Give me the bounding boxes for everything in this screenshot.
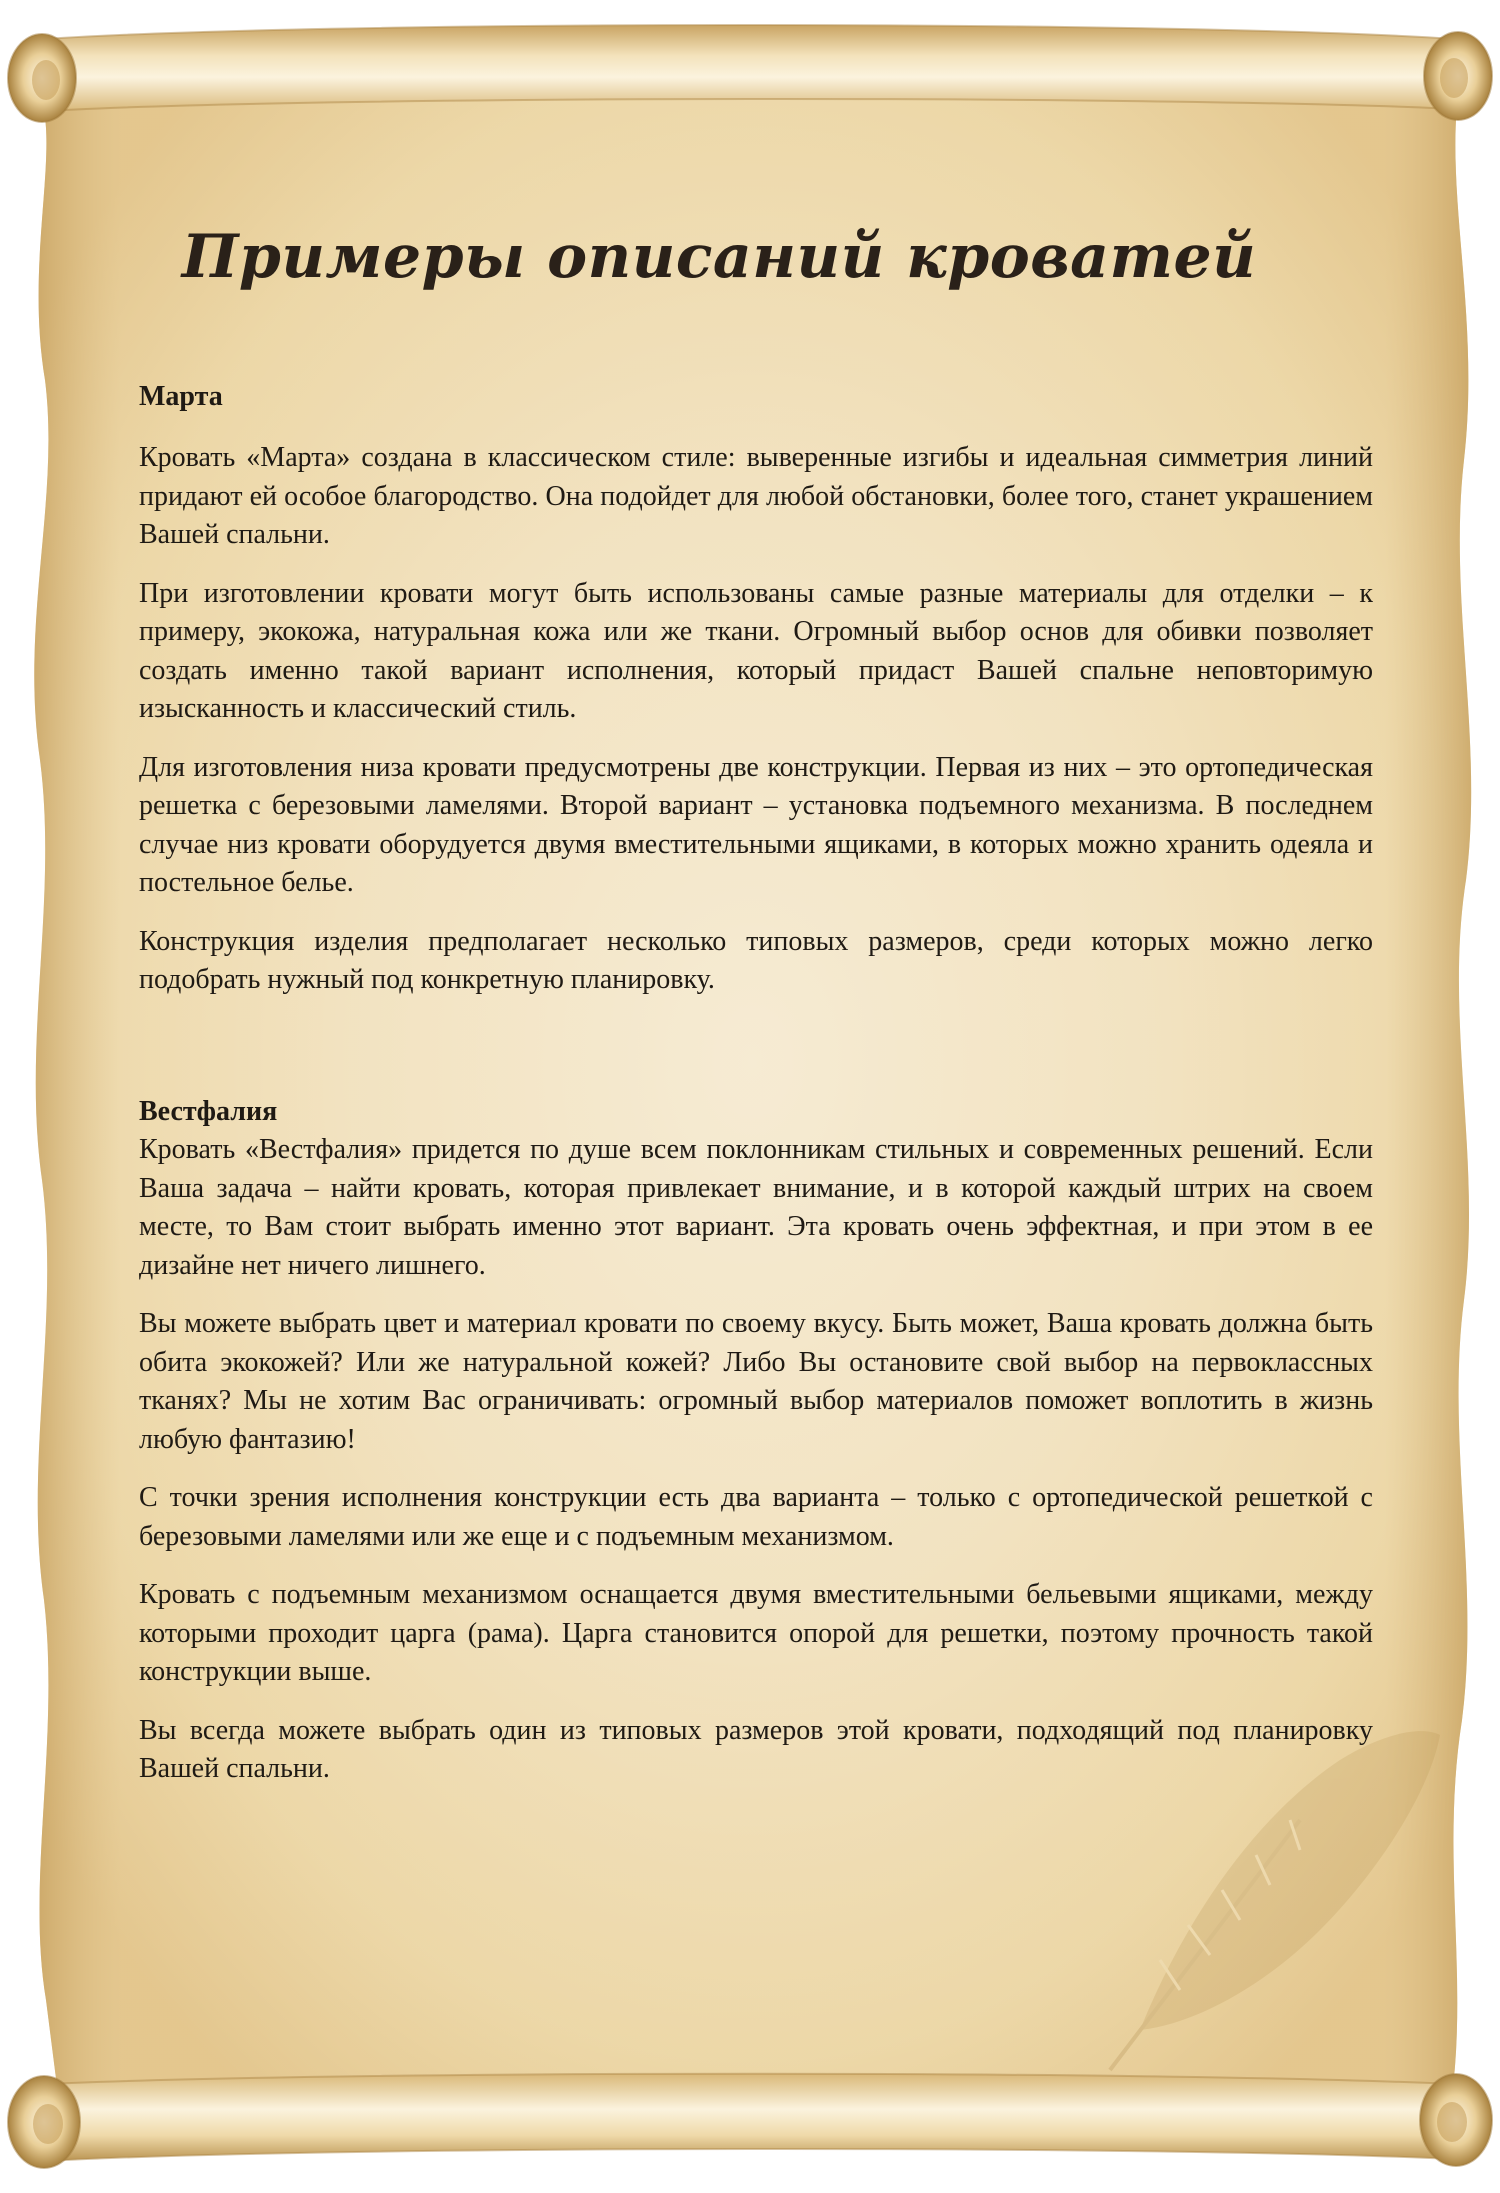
paragraph: Кровать с подъемным механизмом оснащается двумя вместительными бельевыми ящиками, между которыми проходит царга (рама). Царга становится опорой для решетки, поэтому прочность такой конструкции выше. — [139, 1579, 1373, 1687]
paragraph: Для изготовления низа кровати предусмотрены две конструкции. Первая из них – это ортопедическая решетка с березовыми ламелями. Второй вариант – установка подъемного механизма. В последнем случае низ кровати оборудуется двумя вместительными ящиками, в которых можно хранить одеяла и постельное белье. — [139, 751, 1373, 898]
document-title: Примеры описаний кроватей — [181, 222, 1257, 292]
section-heading: Марта — [139, 381, 223, 412]
paragraph: При изготовлении кровати могут быть использованы самые разные материалы для отделки – к примеру, экокожа, натуральная кожа или же ткани. Огромный выбор основ для обивки позволяет создать именно такой вариант исполнения, который придаст Вашей спальне неповторимую изысканность и классический стиль. — [139, 577, 1373, 724]
paragraph: Вы всегда можете выбрать один из типовых размеров этой кровати, подходящий под планировку Вашей спальни. — [139, 1714, 1373, 1784]
paragraph: Конструкция изделия предполагает несколько типовых размеров, среди которых можно легко подобрать нужный под конкретную планировку. — [139, 925, 1373, 995]
paragraph: Кровать «Марта» создана в классическом стиле: выверенные изгибы и идеальная симметрия линий придают ей особое благородство. Она подойдет для любой обстановки, более того, станет украшением Вашей спальни. — [139, 442, 1373, 550]
section-marta — [139, 378, 1373, 1000]
paragraph: Кровать «Вестфалия» придется по душе всем поклонникам стильных и современных решений. Если Ваша задача – найти кровать, которая привлекает внимание, и в которой каждый штрих на своем месте, то Вам стоит выбрать именно этот вариант. Эта кровать очень эффектная, и при этом в ее дизайне нет ничего лишнего. — [139, 1134, 1373, 1281]
section-heading: Вестфалия — [139, 1096, 278, 1127]
paragraph: С точки зрения исполнения конструкции есть два варианта – только с ортопедической решеткой с березовыми ламелями или же еще и с подъемным механизмом. — [139, 1482, 1373, 1552]
paragraph: Вы можете выбрать цвет и материал кровати по своему вкусу. Быть может, Ваша кровать должна быть обита экокожей? Или же натуральной кожей? Либо Вы остановите свой выбор на первоклассных тканях? Мы не хотим Вас ограничивать: огромный выбор материалов поможет воплотить в жизнь любую фантазию! — [139, 1308, 1373, 1455]
section-vestfalia — [139, 1093, 1373, 1789]
